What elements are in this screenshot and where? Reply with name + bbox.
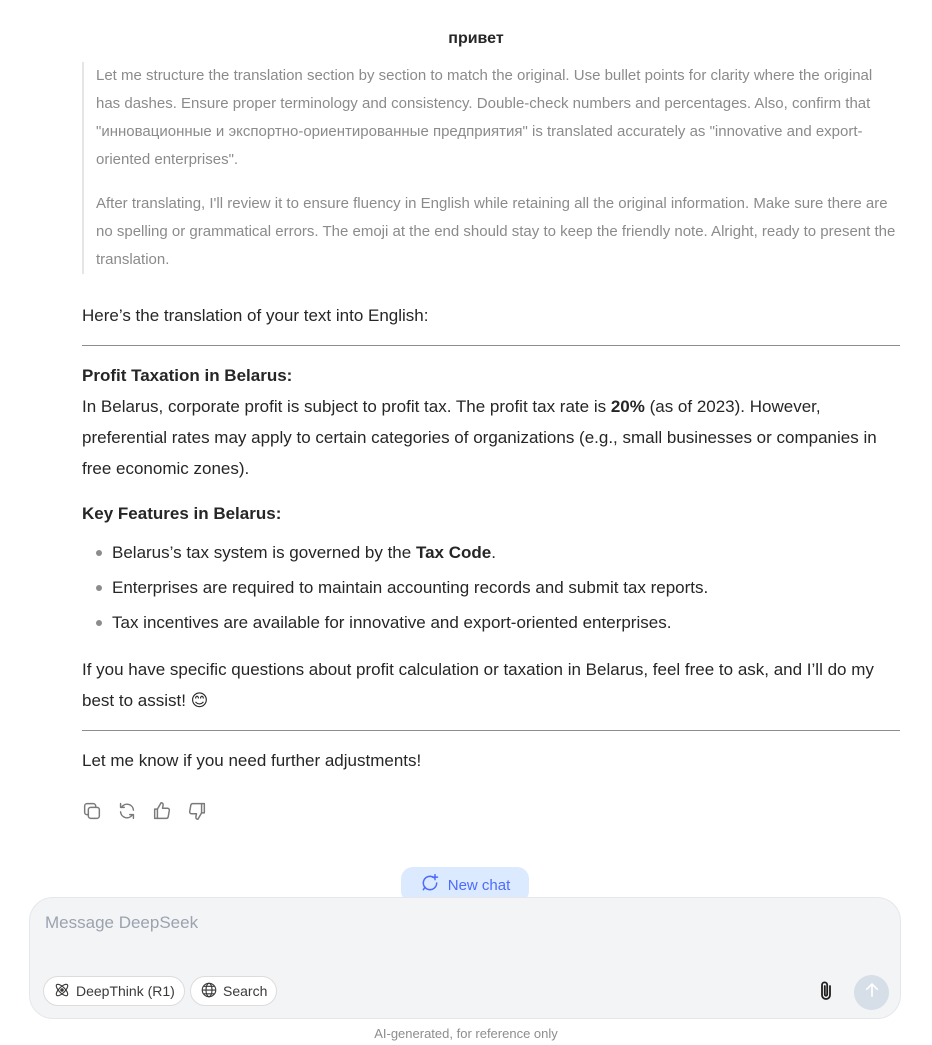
message-actions: [80, 799, 209, 823]
text-span: (as of 2023). However, preferential rates may apply to certain categories of organizations (e.g., small businesses or companies in free economic zones).: [82, 397, 877, 478]
deepthink-toggle[interactable]: [43, 976, 185, 1006]
text-span: In Belarus, corporate profit is subject to profit tax. The profit tax rate is: [82, 397, 611, 416]
thinking-block: [82, 62, 900, 274]
answer-intro: Here’s the translation of your text into English:: [82, 306, 429, 325]
divider: [82, 730, 900, 731]
arrow-up-icon: [863, 981, 881, 1004]
text-span: .: [491, 543, 496, 562]
message-input[interactable]: [45, 913, 825, 933]
thumbs-down-icon[interactable]: [185, 799, 209, 823]
new-chat-icon: [420, 873, 440, 897]
regenerate-icon[interactable]: [115, 799, 139, 823]
new-chat-label: New chat: [447, 876, 511, 894]
bullet-list: [82, 535, 900, 640]
search-toggle[interactable]: [190, 976, 277, 1006]
assistant-answer: [82, 300, 900, 776]
copy-icon[interactable]: [80, 799, 104, 823]
bold-span: 20%: [610, 397, 645, 416]
answer-outro: Let me know if you need further adjustments!: [82, 751, 422, 770]
ai-disclaimer: AI-generated, for reference only: [374, 1026, 558, 1041]
list-item: Enterprises are required to maintain accounting records and submit tax reports.: [82, 570, 900, 605]
message-composer: [29, 897, 901, 1019]
paperclip-icon[interactable]: [812, 977, 840, 1005]
section-heading: Profit Taxation in Belarus:: [82, 366, 293, 385]
search-label: Search: [223, 983, 268, 999]
list-item: Tax incentives are available for innovative and export-oriented enterprises.: [82, 605, 900, 640]
thumbs-up-icon[interactable]: [150, 799, 174, 823]
section-paragraph: [82, 391, 900, 484]
atom-icon: [53, 981, 71, 1002]
chat-title: привет: [448, 30, 504, 47]
bold-span: Tax Code: [415, 543, 492, 562]
send-button[interactable]: [854, 975, 889, 1010]
globe-icon: [200, 981, 218, 1002]
text-span: Belarus’s tax system is governed by the: [112, 543, 416, 562]
closing-paragraph: If you have specific questions about profit calculation or taxation in Belarus, feel free to ask, and I’ll do my best to assist! 😊: [82, 660, 874, 710]
thinking-paragraph: After translating, I'll review it to ensure fluency in English while retaining all the original information. Make sure there are no spelling or grammatical errors. The emoji at the end should stay to keep the friendly note. Alright, ready to present the translation.: [96, 195, 896, 268]
list-item: [82, 535, 900, 570]
section-heading: Key Features in Belarus:: [82, 504, 282, 523]
thinking-paragraph: Let me structure the translation section by section to match the original. Use bullet points for clarity where the original has dashes. Ensure proper terminology and consistency. Double-check numbers and percentages. Also, confirm that "инновационные и экспортно-ориентированные предприятия" is translated accurately as "innovative and export-oriented enterprises".: [96, 67, 873, 168]
divider: [82, 345, 900, 346]
deepthink-label: DeepThink (R1): [76, 983, 175, 999]
